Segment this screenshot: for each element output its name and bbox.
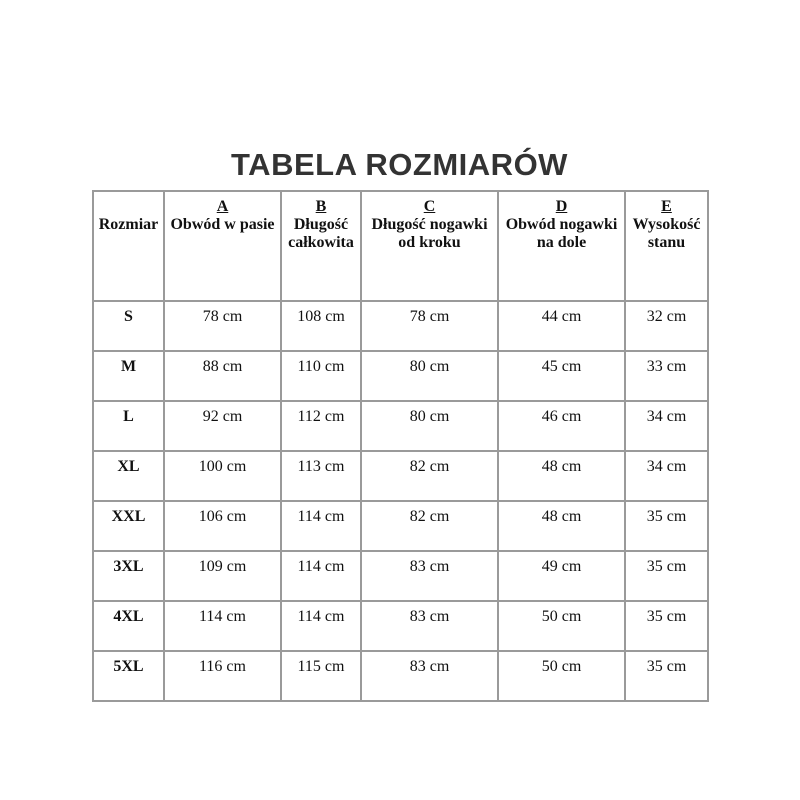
- waist-cell: 116 cm: [164, 651, 281, 701]
- header-leg-letter: D: [555, 198, 568, 215]
- size-cell: XXL: [93, 501, 164, 551]
- leg-cell: 48 cm: [498, 501, 625, 551]
- size-cell: L: [93, 401, 164, 451]
- table-row: [93, 451, 708, 501]
- size-table: [92, 190, 709, 702]
- table-row: [93, 601, 708, 651]
- length-cell: 114 cm: [281, 601, 361, 651]
- rise-cell: 35 cm: [625, 651, 708, 701]
- length-cell: 115 cm: [281, 651, 361, 701]
- page-title: TABELA ROZMIARÓW: [231, 147, 568, 182]
- header-inseam-letter: C: [423, 198, 436, 215]
- header-length-label: Długość całkowita: [288, 216, 354, 251]
- size-cell: 4XL: [93, 601, 164, 651]
- header-leg: [498, 191, 625, 301]
- inseam-cell: 83 cm: [361, 601, 498, 651]
- leg-cell: 50 cm: [498, 651, 625, 701]
- leg-cell: 46 cm: [498, 401, 625, 451]
- rise-cell: 32 cm: [625, 301, 708, 351]
- size-cell: 3XL: [93, 551, 164, 601]
- inseam-cell: 83 cm: [361, 551, 498, 601]
- header-waist-letter: A: [216, 198, 229, 215]
- table-row: [93, 351, 708, 401]
- length-cell: 113 cm: [281, 451, 361, 501]
- rise-cell: 35 cm: [625, 551, 708, 601]
- waist-cell: 109 cm: [164, 551, 281, 601]
- rise-cell: 35 cm: [625, 501, 708, 551]
- header-leg-label: Obwód nogawki na dole: [505, 216, 618, 251]
- length-cell: 112 cm: [281, 401, 361, 451]
- inseam-cell: 78 cm: [361, 301, 498, 351]
- header-rise: [625, 191, 708, 301]
- rise-cell: 35 cm: [625, 601, 708, 651]
- header-inseam: [361, 191, 498, 301]
- length-cell: 114 cm: [281, 501, 361, 551]
- header-size-label: Rozmiar: [98, 216, 159, 233]
- leg-cell: 48 cm: [498, 451, 625, 501]
- inseam-cell: 82 cm: [361, 451, 498, 501]
- inseam-cell: 80 cm: [361, 351, 498, 401]
- waist-cell: 88 cm: [164, 351, 281, 401]
- header-waist-label: Obwód w pasie: [170, 216, 275, 233]
- waist-cell: 92 cm: [164, 401, 281, 451]
- header-rise-letter: E: [661, 198, 672, 215]
- table-row: [93, 651, 708, 701]
- table-row: [93, 551, 708, 601]
- table-row: [93, 501, 708, 551]
- length-cell: 108 cm: [281, 301, 361, 351]
- table-row: [93, 301, 708, 351]
- waist-cell: 100 cm: [164, 451, 281, 501]
- size-cell: S: [93, 301, 164, 351]
- size-cell: XL: [93, 451, 164, 501]
- waist-cell: 106 cm: [164, 501, 281, 551]
- header-size: [93, 191, 164, 301]
- waist-cell: 78 cm: [164, 301, 281, 351]
- leg-cell: 44 cm: [498, 301, 625, 351]
- table-row: [93, 401, 708, 451]
- header-rise-label: Wysokość stanu: [632, 216, 701, 251]
- inseam-cell: 82 cm: [361, 501, 498, 551]
- rise-cell: 34 cm: [625, 451, 708, 501]
- header-length-letter: B: [315, 198, 327, 215]
- size-cell: 5XL: [93, 651, 164, 701]
- leg-cell: 49 cm: [498, 551, 625, 601]
- rise-cell: 34 cm: [625, 401, 708, 451]
- header-inseam-label: Długość nogawki od kroku: [371, 216, 488, 251]
- inseam-cell: 83 cm: [361, 651, 498, 701]
- header-waist: [164, 191, 281, 301]
- leg-cell: 50 cm: [498, 601, 625, 651]
- rise-cell: 33 cm: [625, 351, 708, 401]
- length-cell: 110 cm: [281, 351, 361, 401]
- header-length: [281, 191, 361, 301]
- leg-cell: 45 cm: [498, 351, 625, 401]
- inseam-cell: 80 cm: [361, 401, 498, 451]
- waist-cell: 114 cm: [164, 601, 281, 651]
- length-cell: 114 cm: [281, 551, 361, 601]
- size-cell: M: [93, 351, 164, 401]
- header-row: [93, 191, 708, 301]
